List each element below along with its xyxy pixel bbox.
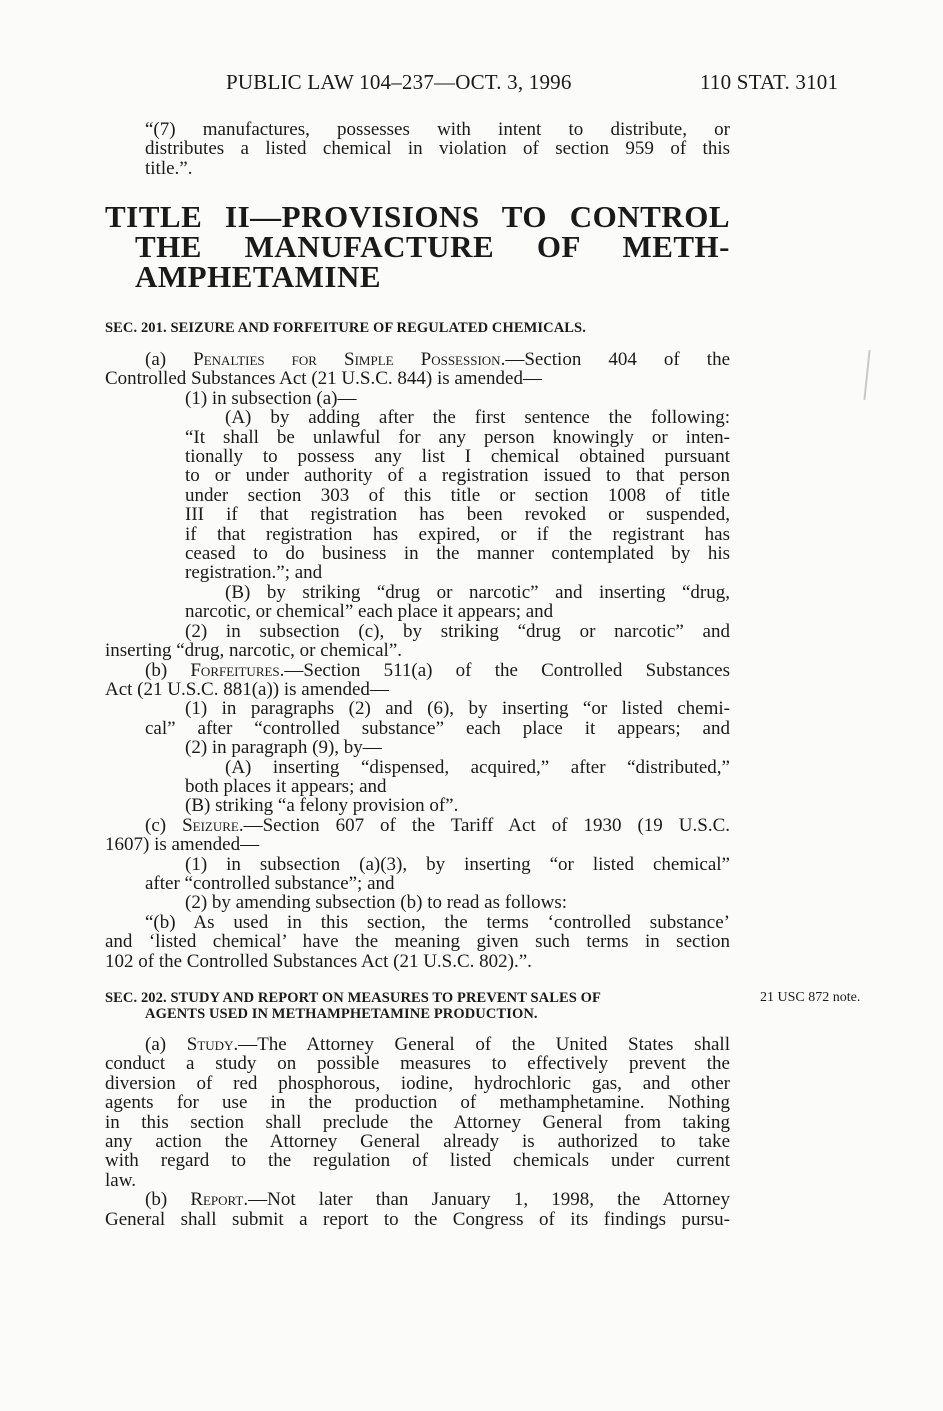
subsection-b-line <box>145 1190 730 1209</box>
section-201-heading: SEC. 201. SEIZURE AND FORFEITURE OF REGULATED CHEMICALS. <box>105 320 586 336</box>
text-line: law. <box>105 1169 136 1191</box>
text-line: (A) by adding after the first sentence the following: <box>225 407 730 429</box>
text-line: registration.”; and <box>185 562 323 584</box>
text: .—Section 607 of the Tariff Act of 1930 (19 U.S.C. <box>238 814 730 836</box>
section-202-heading <box>105 990 601 1022</box>
text-line: III if that registration has been revoked or suspended, <box>185 504 730 526</box>
text-line: inserting “drug, narcotic, or chemical”. <box>105 640 403 662</box>
text-line: Controlled Substances Act (21 U.S.C. 844) is amended— <box>105 368 542 390</box>
subsection-a-line <box>145 1035 730 1054</box>
section-201-body <box>105 350 730 971</box>
text-line: (1) in subsection (a)— <box>185 387 357 409</box>
subsection-title: Penalties for Simple Possession <box>193 349 501 370</box>
text-line: both places it appears; and <box>185 775 387 797</box>
text-line: in this section shall preclude the Attorney General from taking <box>105 1111 730 1133</box>
text-line: Act (21 U.S.C. 881(a)) is amended— <box>105 678 389 700</box>
page-number-stat: 110 STAT. 3101 <box>700 70 839 94</box>
section-202-body <box>105 1035 730 1229</box>
text-line: ceased to do business in the manner contemplated by his <box>185 543 730 565</box>
text-line: 1607) is amended— <box>105 834 260 856</box>
text-line: (2) by amending subsection (b) to read as follows: <box>185 892 568 914</box>
text-line: General shall submit a report to the Congress of its findings pursu- <box>105 1208 730 1230</box>
text-line: cal” after “controlled substance” each place it appears; and <box>145 717 730 739</box>
subsection-title: Study <box>186 1034 234 1055</box>
text-line: with regard to the regulation of listed chemicals under current <box>105 1150 730 1172</box>
running-header-left: PUBLIC LAW 104–237—OCT. 3, 1996 <box>226 70 572 94</box>
label: (a) <box>145 1034 187 1055</box>
text: .—Not later than January 1, 1998, the Attorney <box>243 1189 730 1211</box>
text-line: 102 of the Controlled Substances Act (21 U.S.C. 802).”. <box>105 950 532 972</box>
heading-line: AGENTS USED IN METHAMPHETAMINE PRODUCTION. <box>145 1006 538 1022</box>
title-line: AMPHETAMINE <box>135 259 382 294</box>
intro-paragraph <box>105 120 730 178</box>
text-line: diversion of red phosphorous, iodine, hydrochloric gas, and other <box>105 1072 730 1094</box>
text-line: “(b) As used in this section, the terms ‘controlled substance’ <box>145 911 730 933</box>
subsection-title: Seizure <box>182 814 239 836</box>
label: (b) <box>145 1189 191 1211</box>
text-line: (1) in subsection (a)(3), by inserting “or listed chemical” <box>185 853 730 875</box>
text-line: narcotic, or chemical” each place it appears; and <box>185 601 554 623</box>
text-line: conduct a study on possible measures to effectively prevent the <box>105 1053 730 1075</box>
margin-note: 21 USC 872 note. <box>760 990 861 1005</box>
subsection-a-line <box>145 350 730 369</box>
text-line: (1) in paragraphs (2) and (6), by inserting “or listed chemi- <box>185 698 730 720</box>
text-line: under section 303 of this title or section 1008 of title <box>185 484 730 506</box>
text-line: after “controlled substance”; and <box>145 872 395 894</box>
text-line: (2) in subsection (c), by striking “drug or narcotic” and <box>185 620 730 642</box>
text-line: “It shall be unlawful for any person knowingly or inten- <box>185 426 730 448</box>
label: (c) <box>145 814 183 836</box>
text-line: title.”. <box>145 157 193 179</box>
subsection-b-line <box>145 661 730 680</box>
text-line: (B) by striking “drug or narcotic” and inserting “drug, <box>225 581 730 603</box>
title-line: THE MANUFACTURE OF METH- <box>135 229 730 264</box>
heading-line: SEC. 202. STUDY AND REPORT ON MEASURES TO PREVENT SALES OF <box>105 990 601 1006</box>
text-line: (2) in paragraph (9), by— <box>185 737 382 759</box>
text-line: and ‘listed chemical’ have the meaning given such terms in section <box>105 931 730 953</box>
text-line: “(7) manufactures, possesses with intent to distribute, or <box>145 119 730 140</box>
text-line: any action the Attorney General already is authorized to take <box>105 1131 730 1153</box>
subsection-title: Report <box>190 1189 244 1211</box>
text: .—Section 404 of the <box>500 349 731 370</box>
title-line: TITLE II—PROVISIONS TO CONTROL <box>105 199 730 234</box>
subsection-title: Forfeitures <box>190 659 280 681</box>
text: .—Section 511(a) of the Controlled Substances <box>279 659 730 681</box>
text-line: (B) striking “a felony provision of”. <box>185 795 459 817</box>
text-line: distributes a listed chemical in violation of section 959 of this <box>145 138 730 160</box>
text-line: to or under authority of a registration issued to that person <box>185 465 730 487</box>
text-line: (A) inserting “dispensed, acquired,” after “distributed,” <box>225 756 730 778</box>
title-heading <box>105 199 730 294</box>
text: .—The Attorney General of the United States shall <box>233 1034 730 1055</box>
text-line: agents for use in the production of methamphetamine. Nothing <box>105 1092 730 1114</box>
text-line: tionally to possess any list I chemical obtained pursuant <box>185 446 730 468</box>
label: (a) <box>145 349 194 370</box>
subsection-c-line <box>145 816 730 835</box>
scan-margin-mark <box>863 350 870 400</box>
label: (b) <box>145 659 191 681</box>
text-line: if that registration has expired, or if the registrant has <box>185 523 730 545</box>
